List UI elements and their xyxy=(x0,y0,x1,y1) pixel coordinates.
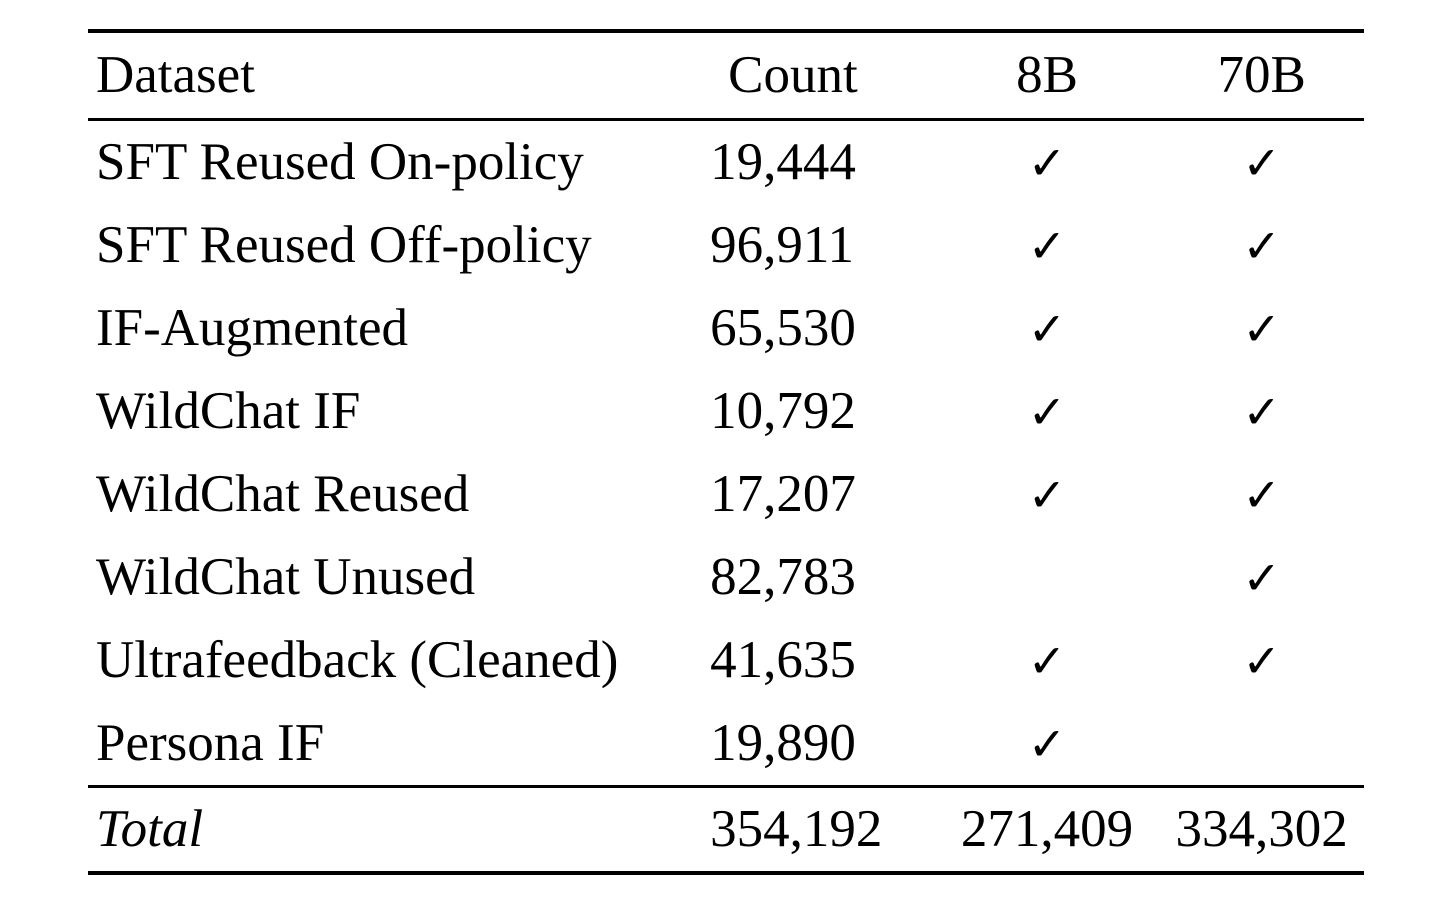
total-label: Total xyxy=(96,800,204,858)
checkmark-icon: ✓ xyxy=(1242,468,1281,522)
table-row xyxy=(88,453,1364,536)
table-row xyxy=(88,619,1364,702)
dataset-count: 65,530 xyxy=(710,299,856,357)
checkmark-icon: ✓ xyxy=(1027,219,1067,273)
total-count: 354,192 xyxy=(710,800,883,858)
checkmark-icon: ✓ xyxy=(1242,302,1281,356)
checkmark-icon: ✓ xyxy=(1242,136,1281,190)
table-row xyxy=(88,287,1364,370)
dataset-name: WildChat IF xyxy=(96,382,361,440)
total-row xyxy=(88,788,1364,871)
dataset-name: Persona IF xyxy=(96,714,325,772)
dataset-name: SFT Reused Off-policy xyxy=(96,216,592,274)
table-row xyxy=(88,370,1364,453)
dataset-count: 82,783 xyxy=(710,548,856,606)
table-row xyxy=(88,121,1364,204)
dataset-count: 10,792 xyxy=(710,382,856,440)
checkmark-icon: ✓ xyxy=(1027,717,1067,771)
header-count: Count xyxy=(728,46,858,104)
dataset-count: 19,444 xyxy=(710,133,856,191)
dataset-name: IF-Augmented xyxy=(96,299,409,357)
checkmark-icon: ✓ xyxy=(1242,634,1281,688)
table-row xyxy=(88,204,1364,287)
dataset-name: SFT Reused On-policy xyxy=(96,133,584,191)
dataset-count: 17,207 xyxy=(710,465,856,523)
dataset-count: 41,635 xyxy=(710,631,856,689)
header-8b: 8B xyxy=(1016,46,1078,104)
table-header-row xyxy=(88,33,1364,118)
dataset-name: Ultrafeedback (Cleaned) xyxy=(96,631,619,689)
checkmark-icon: ✓ xyxy=(1027,385,1067,439)
total-8b: 271,409 xyxy=(960,800,1134,858)
bottom-rule xyxy=(88,871,1364,875)
checkmark-icon: ✓ xyxy=(1027,468,1067,522)
table-row xyxy=(88,536,1364,619)
dataset-count: 19,890 xyxy=(710,714,856,772)
dataset-name: WildChat Reused xyxy=(96,465,470,523)
dataset-table xyxy=(88,29,1364,875)
checkmark-icon: ✓ xyxy=(1242,219,1281,273)
header-dataset: Dataset xyxy=(96,46,255,104)
total-70b: 334,302 xyxy=(1175,800,1348,858)
checkmark-icon: ✓ xyxy=(1027,634,1067,688)
dataset-count: 96,911 xyxy=(710,216,854,274)
checkmark-icon: ✓ xyxy=(1027,136,1067,190)
dataset-name: WildChat Unused xyxy=(96,548,476,606)
checkmark-icon: ✓ xyxy=(1027,302,1067,356)
header-70b: 70B xyxy=(1217,46,1306,104)
checkmark-icon: ✓ xyxy=(1242,551,1281,605)
table-row xyxy=(88,702,1364,785)
checkmark-icon: ✓ xyxy=(1242,385,1281,439)
